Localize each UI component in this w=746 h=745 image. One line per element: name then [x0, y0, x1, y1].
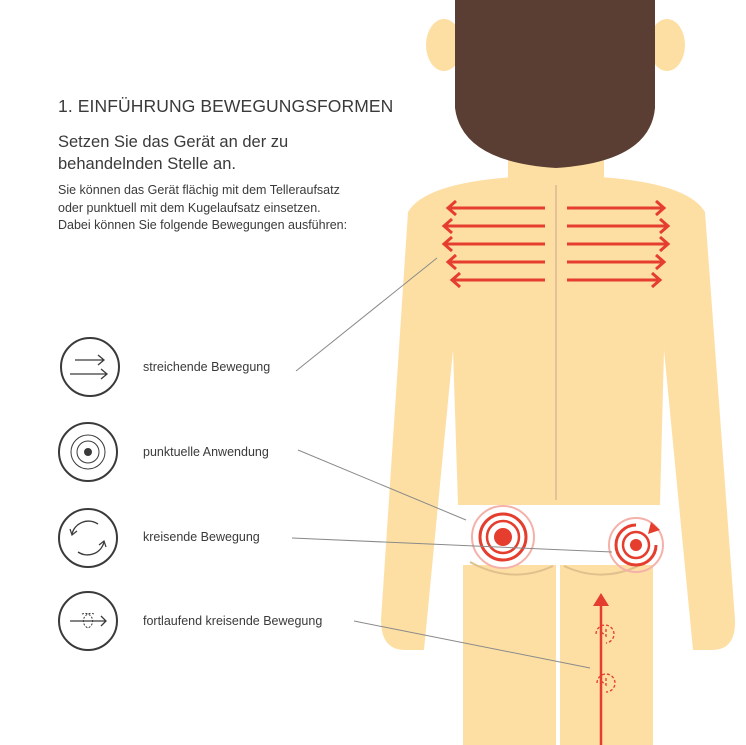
double-arrow-icon [61, 338, 119, 396]
legend-label-point: punktuelle Anwendung [143, 445, 269, 459]
intro-text [58, 182, 398, 235]
intro-line: Sie können das Gerät flächig mit dem Telleraufsatz [58, 183, 340, 197]
point-target [472, 506, 534, 568]
intro-line: oder punktuell mit dem Kugelaufsatz einsetzen. [58, 200, 321, 215]
right-leg [560, 565, 653, 745]
torso [381, 177, 735, 650]
circular-arrows-icon [59, 509, 117, 567]
section-subtitle: Setzen Sie das Gerät an der zu behandelnden Stelle an. [58, 133, 289, 173]
concentric-circles-icon [59, 423, 117, 481]
legend-label-continuous: fortlaufend kreisende Bewegung [143, 614, 323, 628]
left-leg [463, 565, 556, 745]
legend-label-circular: kreisende Bewegung [143, 530, 260, 544]
legend-label-stroking: streichende Bewegung [143, 360, 271, 374]
circular-target [609, 518, 663, 572]
looping-arrow-icon [59, 592, 117, 650]
section-title: 1. EINFÜHRUNG BEWEGUNGSFORMEN [58, 96, 394, 116]
hair [455, 0, 655, 168]
intro-line: Dabei können Sie folgende Bewegungen ausführen: [58, 218, 348, 232]
